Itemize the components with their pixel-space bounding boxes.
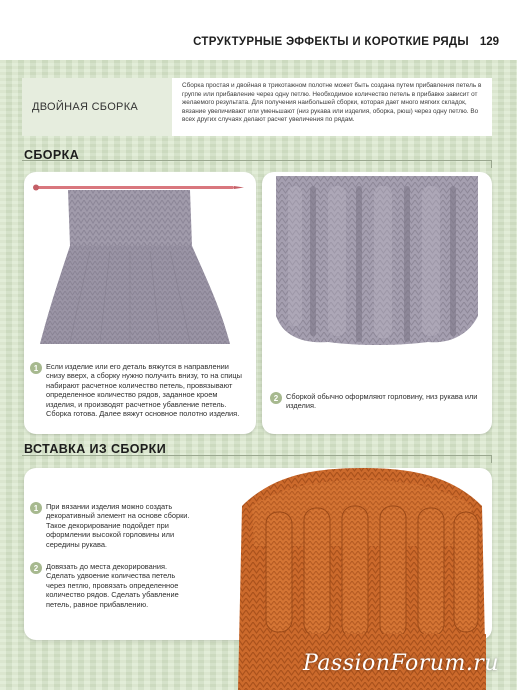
intro-label: ДВОЙНАЯ СБОРКА: [22, 78, 172, 136]
page-header: [0, 0, 517, 60]
section-title-insert: ВСТАВКА ИЗ СБОРКИ: [24, 442, 167, 456]
step-1-caption: Если изделие или его деталь вяжутся в направлении снизу вверх, а сборку нужно получить внизу, то на спицы набирают расчетное количество петель, провязывают определенное количество рядов, заданное кроем изделия, и производят расчетное убавление петель. Сборка готова. Далее вяжут основное полотно изделия.: [46, 362, 242, 419]
section-rule-2: [22, 455, 492, 463]
page-number: 129: [479, 36, 499, 48]
step-badge-1: 1: [30, 362, 42, 374]
insert-step-badge-2: 2: [30, 562, 42, 574]
knit-photo-lavender-needle: [30, 176, 250, 354]
watermark-passionforum: PassionForum.ru: [303, 651, 499, 676]
section-rule: [22, 160, 492, 168]
knit-photo-lavender-ribbed: [268, 176, 486, 354]
section-title-gather: СБОРКА: [24, 148, 80, 162]
intro-box: [22, 78, 492, 136]
insert-step-badge-1: 1: [30, 502, 42, 514]
card-step-2: [262, 172, 492, 434]
running-head: СТРУКТУРНЫЕ ЭФФЕКТЫ И КОРОТКИЕ РЯДЫ: [193, 36, 469, 48]
insert-step-2-caption: Довязать до места декорирования. Сделать удвоение количества петель через петлю, провязать определенное количество рядов. Сделать убавление петель, равное прибавлению.: [46, 562, 179, 609]
insert-step-1-caption: При вязании изделия можно создать декоративный элемент на основе сборки. Такое декорирование подойдет при оформлении высокой горловины или середины рукава.: [46, 502, 190, 549]
step-2-caption: Сборкой обычно оформляют горловину, низ рукава или изделия.: [286, 392, 478, 411]
intro-text: Сборка простая и двойная в трикотажном полотне может быть создана путем прибавления петель в группе или прибавление через одну петлю. Необходимое количество петель в прибавке зависит от желаемого результата. Для получения наибольшей сборки, которая дает много мягких складок, вязание увеличивают или уменьшают (низ рукава или изделия, оборка, рюш) через одну петлю. Во всех других случаях делают расчет увеличения по рядам.: [182, 82, 482, 124]
card-step-1: [24, 172, 256, 434]
step-badge-2: 2: [270, 392, 282, 404]
